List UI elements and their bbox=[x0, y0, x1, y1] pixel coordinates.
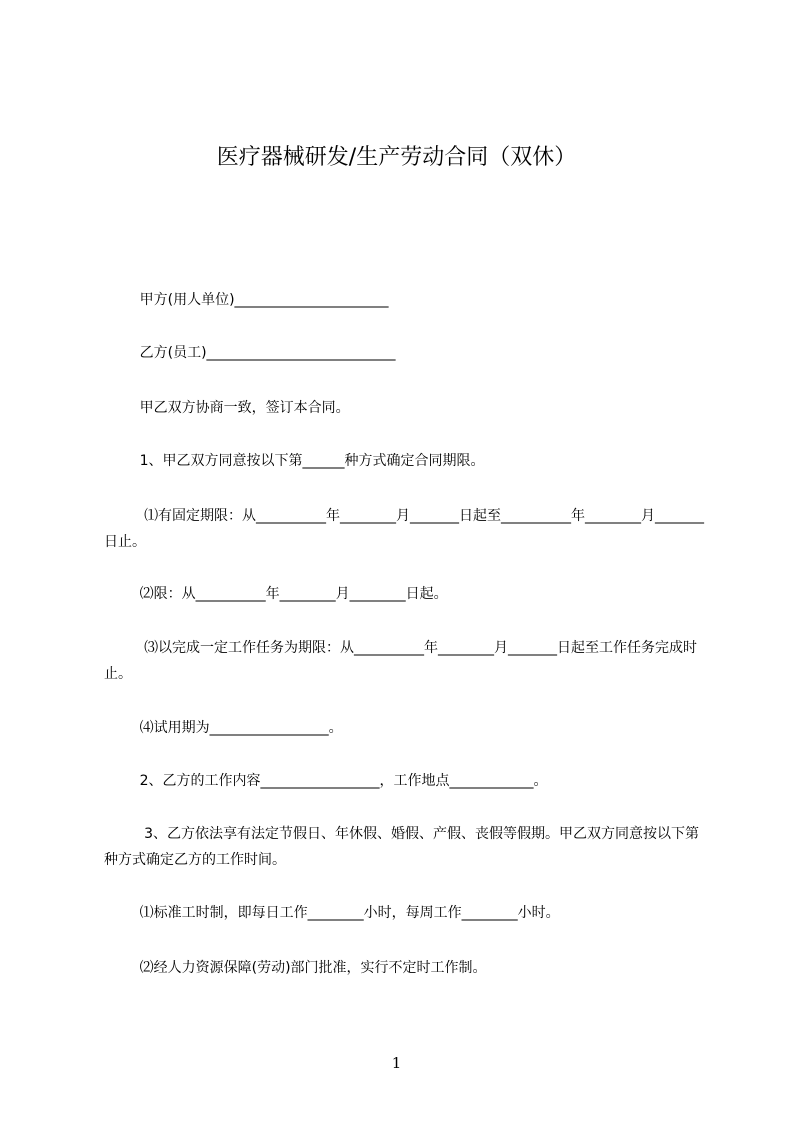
clause-3-option-2: ⑵经人力资源保障(劳动)部门批准，实行不定时工作制。 bbox=[104, 960, 487, 976]
clause-1-option-3: ⑶以完成一定工作任务为期限：从__________年________月_______日起至工作任务完成时止。 bbox=[104, 640, 698, 682]
party-b-line: 乙方(员工)___________________________ bbox=[104, 345, 396, 361]
party-a-line: 甲方(用人单位)______________________ bbox=[104, 292, 389, 308]
agreement-statement: 甲乙双方协商一致，签订本合同。 bbox=[104, 400, 350, 416]
clause-1-option-4: ⑷试用期为_________________。 bbox=[104, 720, 343, 736]
clause-3-option-1: ⑴标准工时制，即每日工作________小时，每周工作________小时。 bbox=[104, 905, 560, 921]
clause-1: 1、甲乙双方同意按以下第______种方式确定合同期限。 bbox=[104, 453, 485, 469]
clause-2: 2、乙方的工作内容_________________，工作地点____________。 bbox=[104, 773, 548, 789]
document-title: 医疗器械研发/生产劳动合同（双休） bbox=[216, 145, 577, 170]
clause-3: 3、乙方依法享有法定节假日、年休假、婚假、产假、丧假等假期。甲乙双方同意按以下第种方式确定乙方的工作时间。 bbox=[104, 826, 699, 868]
clause-1-option-2: ⑵限：从__________年________月________日起。 bbox=[104, 586, 448, 602]
page-number: 1 bbox=[391, 1054, 402, 1072]
clause-1-option-1: ⑴有固定期限：从__________年________月_______日起至__________年________月_______日止。 bbox=[104, 508, 705, 550]
